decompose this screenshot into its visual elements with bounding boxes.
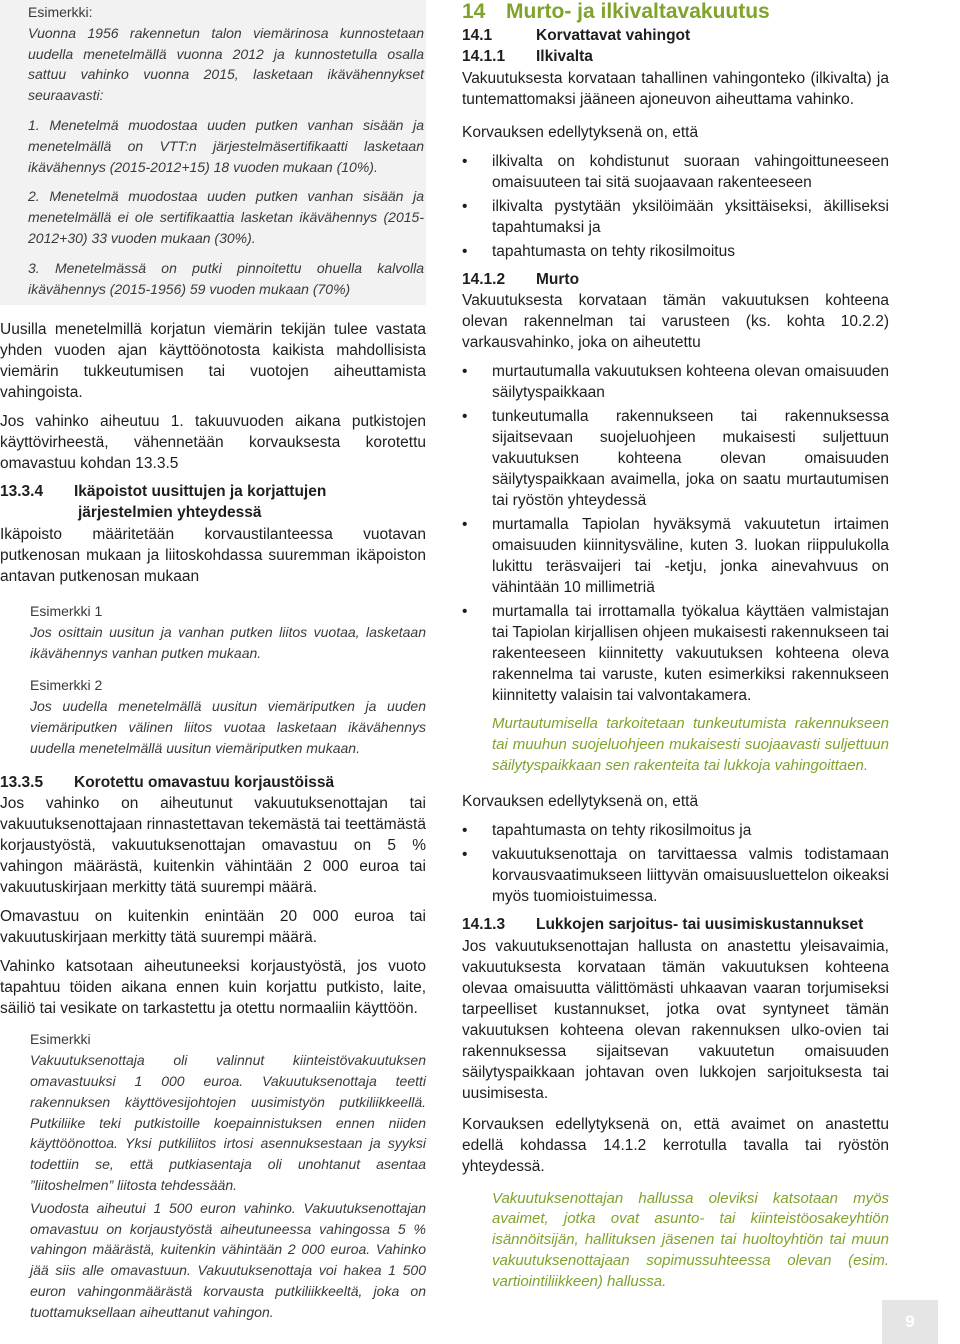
- left-column: [0, 0, 426, 1331]
- section-number: 14.1.3: [462, 915, 506, 933]
- section-number: 14.1: [462, 27, 493, 44]
- example-1: [0, 601, 426, 663]
- example-box-label: Esimerkki:: [28, 4, 93, 20]
- paragraph: Jos vakuutuksenottajan hallusta on anastettu yleisavaimia, vakuutuksesta korvataan tämän vakuutuksen kohteena olevaa omaisuutta välittömästi uhkaavan vaaran torjumiseksi tarpeelliset kustannukset, jotka ovat syntyneet tämän vakuutuksen kohteena olevan rakennuksen ulko-ovien tai rakennuksessa sijaitsevan vakuutetun omaisuuden säilytyspaikkaan johtavan oven lukkojen sarjoituksesta tai uusimisesta.: [462, 937, 889, 1102]
- list-item: • ilkivalta on kohdistunut suoraan vahingoittuneeseen omaisuuteen tai sitä suojaavaan rakenteeseen: [462, 151, 889, 193]
- example-2: [0, 675, 426, 758]
- section-heading-14-1: [462, 26, 889, 47]
- list-item: • tapahtumasta on tehty rikosilmoitus ja: [462, 820, 889, 841]
- example-box-item-2: 2. Menetelmä muodostaa uuden putken vanhan sisään ja menetelmällä ei ole sertifikaattia lasketan ikävähennys (2015-2012+30) 33 vuoden mukaan (30%).: [28, 188, 424, 246]
- example-label: Esimerkki 1: [30, 602, 103, 619]
- list-item: • murtamalla tai irrottamalla työkalua käyttäen valmistajan tai Tapiolan kirjallisen ohjeen mukaisesti rakennukseen tai rakenteeseen kiinnitetty vakuutuksen kohteena oleva rakennelma tai varuste, kuten esimerkiksi rakennukseen kiinnitetty valaisin tai valvontakamera.: [462, 601, 889, 706]
- paragraph: Vakuutuksesta korvataan tämän vakuutuksen kohteena olevan rakennelman tai varusteen (ks. kohta 10.2.2) varkausvahinko, joka on aiheutettu: [462, 292, 889, 352]
- section-title-cont: järjestelmien yhteydessä: [78, 504, 262, 522]
- paragraph: Korvauksen edellytyksenä on, että avaimet on anastettu edellä kohdassa 14.1.2 kerrotulla tavalla tai ryöstön yhteydessä.: [462, 1115, 889, 1175]
- paragraph: Jos vahinko aiheutuu 1. takuuvuoden aikana putkistojen käyttövirheestä, vähennetään korvauksesta korotettu omavastuu kohdan 13.3.5: [0, 413, 426, 473]
- section-heading-14-1-1: [462, 47, 889, 68]
- paragraph: Uusilla menetelmillä korjatun viemärin tekijän tulee vastata yhden vuoden ajan käyttöönotosta kaikista mahdollisista viemärin tukkeutumisen tai vuotojen aiheuttamista vahingoista.: [0, 321, 426, 402]
- section-title: Ikäpoistot uusittujen ja korjattujen: [74, 483, 327, 501]
- list-item: • ilkivalta pystytään yksilöimään yksittäiseksi, äkilliseksi tapahtumaksi ja: [462, 196, 889, 238]
- page-number: 9: [882, 1300, 938, 1344]
- paragraph: Vahinko katsotaan aiheutuneeksi korjaustyöstä, jos vuoto tapahtuu töiden aikana ennen kuin korjattu putkisto, laite, säiliö tai vesikate on tarkastettu ja otettu normaaliin käyttöön.: [0, 958, 426, 1018]
- paragraph: Ikäpoisto määritetään korvaustilanteessa vuotavan putkenosan mukaan ja liitoskohdassa suuremman ikäpoiston antavan putkenosan mukaan: [0, 525, 426, 585]
- chapter-title: Murto- ja ilkivaltavakuutus: [506, 0, 770, 23]
- example-box-item-1: 1. Menetelmä muodostaa uuden putken vanhan sisään ja menetelmällä on VTT:n järjestelmäsertifikaatti lasketaan ikävähennys (2015-2012+15) 18 vuoden mukaan (10%).: [28, 116, 424, 175]
- list-item: • tapahtumasta on tehty rikosilmoitus: [462, 241, 889, 262]
- list-item: • vakuutuksenottaja on tarvittaessa valmis todistamaan korvausvaatimukseen liittyvän omaisuusluettelon oikeaksi myös tuomioistuimessa.: [462, 844, 889, 907]
- section-heading-13-3-4: [0, 482, 426, 524]
- chapter-number: 14: [462, 0, 486, 23]
- paragraph: Korvauksen edellytyksenä on, että: [462, 123, 699, 141]
- section-heading-14-1-3: [462, 915, 889, 936]
- example-text: Jos uudella menetelmällä uusitun viemäriputken ja uuden viemäriputken välinen liitos vuotaa lasketaan ikävähennys uudella menetelmällä uusitun viemäriputken mukaan.: [30, 698, 426, 756]
- paragraph: Korvauksen edellytyksenä on, että: [462, 792, 699, 810]
- example-label: Esimerkki 2: [30, 677, 103, 694]
- section-title: Ilkivalta: [536, 47, 593, 65]
- section-number: 13.3.5: [0, 773, 44, 791]
- example-text: Jos osittain uusitun ja vanhan putken liitos vuotaa, lasketaan ikävähennys vanhan putken mukaan.: [30, 623, 426, 661]
- bullet-list: [462, 361, 889, 706]
- example-13-3-5: [0, 1029, 426, 1322]
- paragraph: Vakuutuksesta korvataan tahallinen vahingonteko (ilkivalta) ja tuntemattomaksi jääneen ajoneuvon aiheuttama vahinko.: [462, 69, 889, 108]
- section-heading-13-3-5: [0, 773, 426, 794]
- section-number: 14.1.2: [462, 270, 506, 288]
- example-box-intro: Vuonna 1956 rakennetun talon viemärinosa kunnostetaan uudella menetelmällä vuonna 2012 ja kunnostetulla osalla sattuu vahinko vuonna 2015, lasketaan ikävähennykset seuraavasti:: [28, 24, 424, 104]
- list-item: • murtamalla Tapiolan hyväksymä vakuutetun irtaimen omaisuuden kiinnitysväline, kuten 3. luokan riippulukolla lukittu teräsvaijeri tai -ketju, jonka ainevahvuus on vähintään 10 millimetriä: [462, 514, 889, 598]
- section-title: Korvattavat vahingot: [536, 27, 691, 44]
- section-title: Korotettu omavastuu korjaustöissä: [74, 773, 335, 791]
- section-number: 14.1.1: [462, 47, 506, 65]
- list-item: • tunkeutumalla rakennukseen tai rakennuksessa sijaitsevaan suojeluohjeen mukaisesti suljettuun vakuutuksen kohteena olevan omaisuuden säilytyspaikkaan avaimella, joka on saatu murtautumisen tai ryöstön yhteydessä: [462, 406, 889, 511]
- paragraph: Omavastuu on kuitenkin enintään 20 000 euroa tai vakuutuskirjaan merkitty tätä suurempi määrä.: [0, 908, 426, 947]
- list-item: • murtautumalla vakuutuksen kohteena olevan omaisuuden säilytyspaikkaan: [462, 361, 889, 403]
- section-title: Lukkojen sarjoitus- tai uusimiskustannukset: [536, 915, 864, 933]
- example-text: Vakuutuksenottaja oli valinnut kiinteistövakuutuksen omavastuuksi 1 000 euroa. Vakuutuksenottaja teetti rakennuksen käyttövesijohtojen uusimistyön putkiliikkeellä. Putkiliike teki putkistoille koepainnistuksen ennen niiden käyttöönottoa. Yksi putkiliitos irtosi asennuksestaan ja syyksi todettiin se, että putkiasentaja oli unohtanut asentaa ”liitoshelmen” liitosta tehdessään.: [30, 1052, 426, 1193]
- bullet-list: [462, 820, 889, 907]
- section-heading-14-1-2: [462, 270, 889, 291]
- example-text: Vuodosta aiheutui 1 500 euron vahinko. Vakuutuksenottajan omavastuu on korjaustyöstä aiheutuneessa vahingossa 5 % vahingon määrästä, kuitenkin vähintään 2 000 euroa. Vahinko jää siis alle omavastuun. Vakuutuksenottaja voi hakea 1 500 euron vahingonmäärästä korvausta putkiliikkeeltä, joka on tuottamuksellaan aiheuttanut vahingon.: [30, 1199, 426, 1320]
- example-box-item-3: 3. Menetelmässä on putki pinnoitettu ohuella kalvolla ikävähennys (2015-1956) 59 vuoden mukaan (70%): [28, 259, 424, 297]
- note-text: Murtautumisella tarkoitetaan tunkeutumista rakennukseen tai muuhun suojeluohjeen mukaisesti suojaavasti suljettuun säilytyspaikkaan sen rakenteita tai lukkoja vahingoittaen.: [492, 715, 889, 774]
- section-title: Murto: [536, 270, 580, 288]
- chapter-heading: [462, 0, 889, 24]
- bullet-list: [462, 151, 889, 262]
- right-column: [462, 0, 889, 1305]
- section-number: 13.3.4: [0, 483, 44, 501]
- note-text: Vakuutuksenottajan hallussa oleviksi katsotaan myös avaimet, jotka ovat asunto- tai kiinteistöosakeyhtiön isännöitsijän, hallituksen jäsenen tai huoltoyhtiön tai muun vakuutuksenottajaan sopimussuhteessa olevan (esim. vartiointiliikkeen) hallussa.: [492, 1189, 889, 1290]
- example-label: Esimerkki: [30, 1031, 91, 1048]
- example-box: [0, 0, 426, 305]
- paragraph: Jos vahinko on aiheutunut vakuutuksenottajan tai vakuutuksenottajaan rinnastettavan tekemästä tai teettämästä korjaustyöstä, vakuutuksenottajan omavastuu on 5 % vahingon määrästä, kuitenkin vähintään 2 000 euroa tai vakuutuskirjaan merkitty tätä suurempi määrä.: [0, 795, 426, 897]
